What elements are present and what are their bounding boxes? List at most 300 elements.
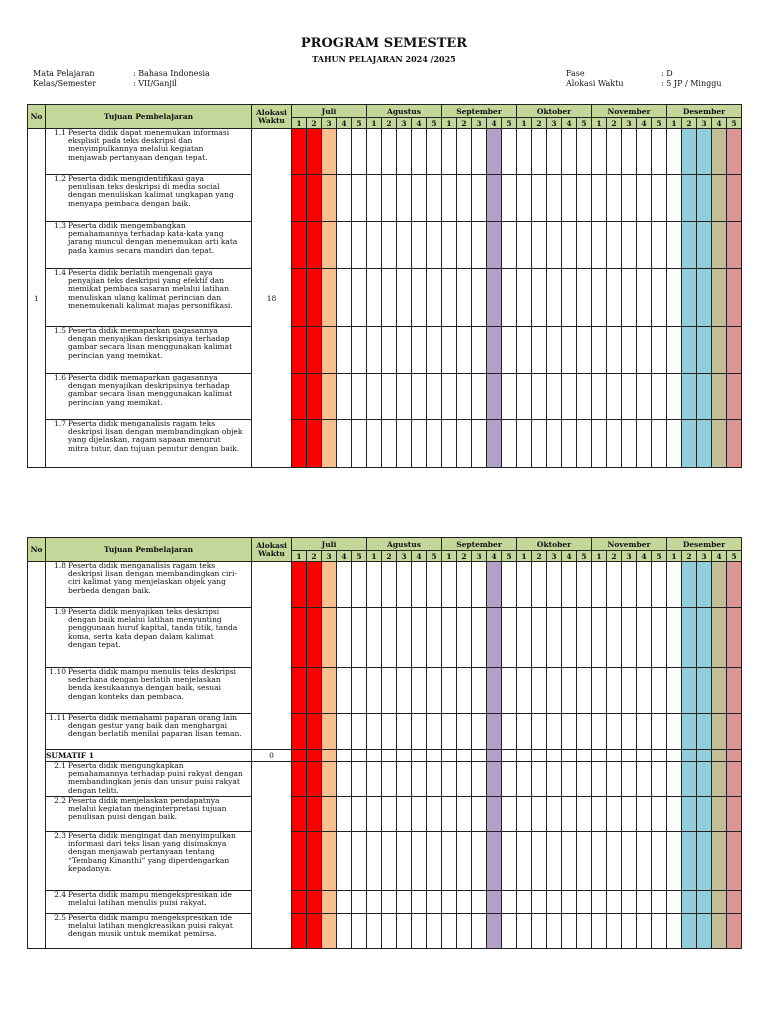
week-cell: [652, 562, 667, 608]
col-header-week: 2: [457, 118, 472, 129]
week-cell: [337, 668, 352, 714]
week-cell: [397, 420, 412, 468]
col-header-week: 1: [667, 551, 682, 562]
week-cell: [652, 420, 667, 468]
week-cell: [427, 129, 442, 175]
week-cell: [307, 762, 322, 797]
week-cell: [442, 327, 457, 374]
week-cell: [547, 762, 562, 797]
week-cell: [532, 269, 547, 327]
week-cell: [337, 562, 352, 608]
col-header-week: 3: [322, 551, 337, 562]
col-header-week: 3: [547, 118, 562, 129]
row-number: 1: [28, 129, 46, 468]
week-cell: [682, 374, 697, 420]
week-cell: [352, 374, 367, 420]
week-cell: [517, 668, 532, 714]
week-cell: [577, 562, 592, 608]
tujuan-text: Peserta didik mengembangkan pemahamannya terhadap kata-kata yang jarang muncul dengan menemukan arti kata pada kamus secara mandiri dan tepat.: [68, 221, 238, 255]
sumatif-label: SUMATIF 1: [46, 750, 252, 762]
week-cell: [727, 175, 742, 222]
week-cell: [382, 714, 397, 750]
week-cell: [577, 269, 592, 327]
week-cell: [307, 129, 322, 175]
week-cell: [547, 269, 562, 327]
week-cell: [502, 714, 517, 750]
week-cell: [292, 797, 307, 832]
week-cell: [337, 891, 352, 914]
col-header-week: 5: [502, 118, 517, 129]
week-cell: [562, 750, 577, 762]
week-cell: [322, 608, 337, 668]
week-cell: [547, 750, 562, 762]
week-cell: [322, 269, 337, 327]
week-cell: [532, 175, 547, 222]
week-cell: [502, 762, 517, 797]
week-cell: [712, 222, 727, 269]
col-header-month: September: [442, 105, 517, 118]
week-cell: [322, 891, 337, 914]
tujuan-cell: [46, 608, 252, 668]
col-header-week: 2: [682, 118, 697, 129]
week-cell: [517, 714, 532, 750]
week-cell: [547, 891, 562, 914]
week-cell: [487, 269, 502, 327]
week-cell: [322, 797, 337, 832]
week-cell: [607, 608, 622, 668]
week-cell: [577, 914, 592, 949]
week-cell: [457, 914, 472, 949]
week-cell: [637, 797, 652, 832]
col-header-week: 2: [457, 551, 472, 562]
col-header-week: 1: [592, 118, 607, 129]
week-cell: [562, 327, 577, 374]
week-cell: [727, 222, 742, 269]
week-cell: [532, 714, 547, 750]
week-cell: [412, 269, 427, 327]
week-cell: [292, 562, 307, 608]
tujuan-cell: [46, 562, 252, 608]
week-cell: [607, 914, 622, 949]
week-cell: [622, 327, 637, 374]
week-cell: [532, 891, 547, 914]
week-cell: [367, 129, 382, 175]
week-cell: [577, 891, 592, 914]
col-header-week: 3: [622, 118, 637, 129]
week-cell: [457, 222, 472, 269]
week-cell: [352, 562, 367, 608]
week-cell: [352, 327, 367, 374]
week-cell: [622, 914, 637, 949]
week-cell: [682, 891, 697, 914]
week-cell: [457, 714, 472, 750]
col-header-month: Juli: [292, 105, 367, 118]
week-cell: [292, 914, 307, 949]
week-cell: [457, 420, 472, 468]
col-header-month: Oktober: [517, 538, 592, 551]
week-cell: [682, 129, 697, 175]
week-cell: [382, 914, 397, 949]
week-cell: [517, 175, 532, 222]
week-cell: [412, 374, 427, 420]
week-cell: [682, 832, 697, 891]
week-cell: [472, 608, 487, 668]
week-cell: [622, 420, 637, 468]
week-cell: [442, 420, 457, 468]
week-cell: [697, 175, 712, 222]
week-cell: [682, 269, 697, 327]
week-cell: [577, 832, 592, 891]
tujuan-text: Peserta didik berlatih mengenali gaya penyajian teks deskripsi yang efektif dan memikat pembaca sasaran melalui latihan menuliskan ulang kalimat perincian dan menemukenali kalimat majas personifikasi.: [68, 268, 233, 310]
week-cell: [427, 374, 442, 420]
week-cell: [697, 832, 712, 891]
col-header-no: No: [28, 105, 46, 129]
tujuan-number: 1.1: [54, 128, 66, 137]
week-cell: [622, 222, 637, 269]
alokasi-value: [252, 562, 292, 750]
week-cell: [712, 608, 727, 668]
week-cell: [637, 562, 652, 608]
week-cell: [607, 327, 622, 374]
col-header-week: 2: [532, 118, 547, 129]
week-cell: [442, 832, 457, 891]
week-cell: [712, 562, 727, 608]
tujuan-text: Peserta didik mengungkapkan pemahamannya terhadap puisi rakyat dengan membandingkan jenis dan unsur puisi rakyat dengan teliti.: [68, 761, 243, 795]
week-cell: [517, 222, 532, 269]
week-cell: [667, 750, 682, 762]
week-cell: [592, 668, 607, 714]
tujuan-text: Peserta didik menganalisis ragam teks deskripsi lisan dengan membandingkan objek yang dijelaskan, ragam sapaan menurut mitra tutur, dan tujuan penutur dengan baik.: [68, 419, 243, 453]
week-cell: [532, 222, 547, 269]
week-cell: [472, 129, 487, 175]
week-cell: [337, 714, 352, 750]
week-cell: [322, 175, 337, 222]
tujuan-number: 1.11: [49, 713, 66, 722]
week-cell: [427, 891, 442, 914]
week-cell: [292, 832, 307, 891]
tujuan-cell: [46, 914, 252, 949]
tujuan-cell: [46, 797, 252, 832]
week-cell: [412, 668, 427, 714]
col-header-week: 5: [577, 118, 592, 129]
meta-label: Fase: [566, 69, 585, 78]
table-row: [28, 832, 742, 891]
table-row: [28, 914, 742, 949]
col-header-week: 5: [727, 118, 742, 129]
week-cell: [607, 891, 622, 914]
week-cell: [307, 714, 322, 750]
week-cell: [727, 608, 742, 668]
table-row: [28, 668, 742, 714]
col-header-week: 5: [427, 118, 442, 129]
week-cell: [532, 327, 547, 374]
week-cell: [367, 269, 382, 327]
meta-value: : VII/Ganjil: [133, 79, 177, 88]
week-cell: [427, 714, 442, 750]
week-cell: [397, 222, 412, 269]
week-cell: [367, 762, 382, 797]
week-cell: [292, 750, 307, 762]
week-cell: [502, 797, 517, 832]
week-cell: [697, 562, 712, 608]
week-cell: [412, 327, 427, 374]
tujuan-cell: [46, 420, 252, 468]
week-cell: [667, 668, 682, 714]
col-header-month: Agustus: [367, 538, 442, 551]
sumatif-alokasi: 0: [252, 750, 292, 762]
week-cell: [592, 914, 607, 949]
week-cell: [532, 420, 547, 468]
tujuan-text: Peserta didik memaparkan gagasannya dengan menyajikan deskripsinya terhadap gambar secara lisan menggunakan kalimat perincian yang memikat.: [68, 326, 233, 360]
week-cell: [577, 750, 592, 762]
week-cell: [547, 562, 562, 608]
alokasi-value: [252, 762, 292, 949]
tujuan-text: Peserta didik mampu menulis teks deskripsi sederhana dengan berlatih menjelaskan benda kesukaannya dengan baik, sesuai dengan konteks dan pembaca.: [68, 667, 237, 701]
week-cell: [502, 327, 517, 374]
week-cell: [457, 762, 472, 797]
week-cell: [592, 891, 607, 914]
col-header-week: 5: [352, 118, 367, 129]
week-cell: [637, 668, 652, 714]
week-cell: [322, 222, 337, 269]
week-cell: [682, 714, 697, 750]
col-header-week: 2: [382, 551, 397, 562]
week-cell: [337, 374, 352, 420]
week-cell: [397, 608, 412, 668]
week-cell: [577, 714, 592, 750]
week-cell: [712, 832, 727, 891]
week-cell: [697, 797, 712, 832]
week-cell: [382, 175, 397, 222]
week-cell: [412, 832, 427, 891]
week-cell: [667, 762, 682, 797]
week-cell: [637, 269, 652, 327]
week-cell: [562, 374, 577, 420]
week-cell: [652, 327, 667, 374]
week-cell: [652, 797, 667, 832]
week-cell: [397, 832, 412, 891]
week-cell: [292, 374, 307, 420]
tujuan-number: 1.4: [54, 268, 66, 277]
week-cell: [697, 327, 712, 374]
col-header-week: 1: [367, 118, 382, 129]
week-cell: [352, 608, 367, 668]
week-cell: [727, 374, 742, 420]
tujuan-number: 1.6: [54, 373, 66, 382]
week-cell: [517, 750, 532, 762]
week-cell: [712, 797, 727, 832]
week-cell: [622, 269, 637, 327]
week-cell: [727, 668, 742, 714]
week-cell: [607, 750, 622, 762]
week-cell: [367, 327, 382, 374]
week-cell: [712, 891, 727, 914]
col-header-week: 1: [292, 118, 307, 129]
tujuan-text: Peserta didik mengidentifikasi gaya penulisan teks deskripsi di media social dengan menuliskan kalimat ungkapan yang menyapa pembaca dengan baik.: [68, 174, 234, 208]
week-cell: [502, 420, 517, 468]
week-cell: [592, 832, 607, 891]
week-cell: [352, 175, 367, 222]
week-cell: [457, 750, 472, 762]
week-cell: [382, 129, 397, 175]
week-cell: [712, 714, 727, 750]
week-cell: [517, 832, 532, 891]
week-cell: [322, 562, 337, 608]
week-cell: [427, 608, 442, 668]
week-cell: [472, 420, 487, 468]
week-cell: [682, 668, 697, 714]
week-cell: [562, 762, 577, 797]
meta-value: : Bahasa Indonesia: [133, 69, 210, 78]
table-row: [28, 129, 742, 175]
week-cell: [652, 668, 667, 714]
week-cell: [547, 608, 562, 668]
week-cell: [382, 891, 397, 914]
week-cell: [337, 175, 352, 222]
col-header-week: 3: [322, 118, 337, 129]
tujuan-cell: [46, 129, 252, 175]
col-header-week: 2: [307, 118, 322, 129]
week-cell: [307, 562, 322, 608]
week-cell: [577, 175, 592, 222]
week-cell: [367, 914, 382, 949]
week-cell: [652, 891, 667, 914]
week-cell: [577, 327, 592, 374]
week-cell: [337, 608, 352, 668]
week-cell: [307, 608, 322, 668]
week-cell: [427, 420, 442, 468]
week-cell: [517, 327, 532, 374]
week-cell: [412, 750, 427, 762]
week-cell: [292, 668, 307, 714]
week-cell: [697, 129, 712, 175]
week-cell: [547, 797, 562, 832]
week-cell: [562, 832, 577, 891]
week-cell: [442, 374, 457, 420]
week-cell: [397, 562, 412, 608]
week-cell: [652, 175, 667, 222]
week-cell: [382, 222, 397, 269]
page-subtitle: TAHUN PELAJARAN 2024 /2025: [312, 54, 456, 64]
week-cell: [577, 420, 592, 468]
week-cell: [472, 562, 487, 608]
meta-right: [566, 69, 722, 89]
week-cell: [502, 608, 517, 668]
tujuan-cell: [46, 269, 252, 327]
week-cell: [292, 608, 307, 668]
week-cell: [652, 750, 667, 762]
week-cell: [697, 750, 712, 762]
week-cell: [322, 762, 337, 797]
col-header-week: 2: [382, 118, 397, 129]
week-cell: [352, 222, 367, 269]
week-cell: [712, 914, 727, 949]
week-cell: [442, 714, 457, 750]
week-cell: [697, 374, 712, 420]
week-cell: [712, 327, 727, 374]
week-cell: [487, 832, 502, 891]
week-cell: [487, 714, 502, 750]
week-cell: [397, 269, 412, 327]
table-row: [28, 420, 742, 468]
week-cell: [532, 562, 547, 608]
week-cell: [472, 891, 487, 914]
tujuan-text: Peserta didik menyajikan teks deskripsi dengan baik melalui latihan menyunting penggunaan huruf kapital, tanda titik, tanda koma, serta kata depan dalam kalimat dengan tepat.: [68, 607, 238, 649]
week-cell: [337, 797, 352, 832]
col-header-week: 4: [637, 118, 652, 129]
col-header-week: 4: [337, 118, 352, 129]
week-cell: [382, 327, 397, 374]
week-cell: [697, 222, 712, 269]
table-row: [28, 222, 742, 269]
week-cell: [367, 175, 382, 222]
week-cell: [547, 914, 562, 949]
week-cell: [562, 129, 577, 175]
week-cell: [637, 420, 652, 468]
week-cell: [412, 891, 427, 914]
week-cell: [307, 750, 322, 762]
week-cell: [592, 175, 607, 222]
tujuan-text: Peserta didik mampu mengekspresikan ide melalui latihan mengkreasikan puisi rakyat dengan musik untuk memikat pemirsa.: [68, 913, 233, 939]
week-cell: [352, 668, 367, 714]
col-header-alokasi: Alokasi Waktu: [252, 538, 292, 562]
tujuan-cell: [46, 175, 252, 222]
week-cell: [637, 832, 652, 891]
col-header-tujuan: Tujuan Pembelajaran: [46, 538, 252, 562]
week-cell: [457, 562, 472, 608]
week-cell: [322, 374, 337, 420]
week-cell: [667, 891, 682, 914]
table-row: [28, 762, 742, 797]
week-cell: [427, 562, 442, 608]
week-cell: [622, 562, 637, 608]
week-cell: [517, 129, 532, 175]
week-cell: [607, 222, 622, 269]
week-cell: [367, 222, 382, 269]
week-cell: [427, 914, 442, 949]
week-cell: [592, 797, 607, 832]
week-cell: [397, 714, 412, 750]
week-cell: [652, 714, 667, 750]
week-cell: [292, 269, 307, 327]
week-cell: [487, 129, 502, 175]
table-row: [28, 175, 742, 222]
week-cell: [637, 175, 652, 222]
week-cell: [592, 420, 607, 468]
week-cell: [562, 714, 577, 750]
week-cell: [727, 420, 742, 468]
week-cell: [637, 762, 652, 797]
week-cell: [292, 129, 307, 175]
week-cell: [367, 750, 382, 762]
week-cell: [487, 891, 502, 914]
week-cell: [397, 668, 412, 714]
week-cell: [562, 175, 577, 222]
week-cell: [502, 129, 517, 175]
col-header-week: 4: [637, 551, 652, 562]
week-cell: [502, 374, 517, 420]
col-header-week: 4: [562, 118, 577, 129]
week-cell: [472, 222, 487, 269]
week-cell: [472, 914, 487, 949]
week-cell: [367, 608, 382, 668]
week-cell: [697, 420, 712, 468]
week-cell: [442, 269, 457, 327]
week-cell: [532, 797, 547, 832]
tujuan-text: Peserta didik menganalisis ragam teks deskripsi lisan dengan membandingkan ciri-ciri kalimat yang menjelaskan objek yang berbeda dengan baik.: [68, 561, 237, 595]
week-cell: [652, 832, 667, 891]
col-header-week: 1: [667, 118, 682, 129]
